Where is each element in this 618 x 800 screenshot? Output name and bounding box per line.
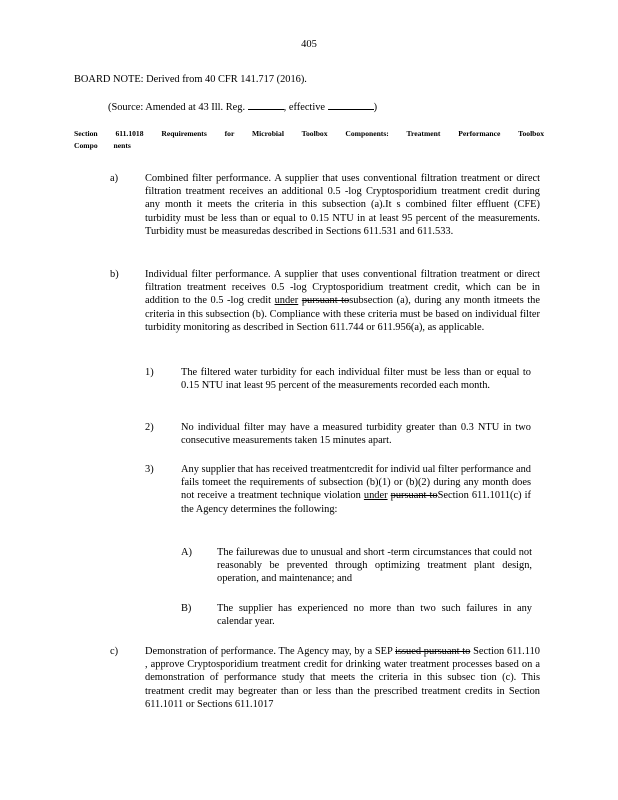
register-blank (248, 100, 284, 110)
subparagraph-label: A) (181, 547, 192, 558)
paragraph-label: 2) (145, 422, 154, 433)
text-run: Any supplier that has received treatmentcredit for individ ual filter performance and fails tomeet the requirements of subsection (b)(1) or (b)(2) during any month does not receive a treatment technique violation (181, 464, 531, 502)
paragraph-label: 1) (145, 367, 154, 378)
text-run: subsection (a), during any month itmeets the criteria in this subsection (b). Compliance with these criteria must be based on individual filter turbidity monitoring as described in Section 611.744 or 611.956(a), as applicable. (145, 295, 540, 333)
inserted-text: under (274, 295, 299, 307)
text-run: Demonstration of performance. The Agency may, by a SEP (145, 646, 396, 657)
page-number: 405 (301, 39, 317, 50)
paragraph-text: No individual filter may have a measured turbidity greater than 0.3 NTU in two consecutive measurements taken 15 minutes apart. (181, 422, 531, 447)
paragraph-label: 3) (145, 464, 154, 475)
effective-date-blank (328, 100, 374, 110)
source-suffix: ) (373, 102, 378, 113)
text-run: Section 611.1011(c) if the Agency determines the following: (181, 490, 531, 515)
section-heading: Section 611.1018 Requirements for Microbial Toolbox Components: Treatment Performance Toolbox Compo nents (74, 129, 544, 150)
deleted-text: pursuant to (390, 490, 438, 502)
subsection-label: a) (110, 173, 119, 184)
subsection-label: c) (110, 646, 119, 657)
board-note: BOARD NOTE: Derived from 40 CFR 141.717 (2016). (74, 74, 307, 85)
subsection-text (145, 645, 540, 711)
subparagraph-label: B) (181, 603, 192, 614)
subsection-label: b) (110, 269, 119, 280)
deleted-text: pursuant to (301, 295, 350, 307)
subparagraph-text: The supplier has experienced no more than two such failures in any calendar year. (217, 603, 532, 628)
subsection-text: Combined filter performance. A supplier that uses conventional filtration treatment or direct filtration treatment receives an additional 0.5 -log Cryptosporidium treatment credit during any month it meets the criteria in this subsection (a).It s combined filter effluent (CFE) turbidity must be less than or equal to 0.15 NTU in at least 95 percent of the measurements. Turbidity must be measuredas described in Sections 611.531 and 611.533. (145, 173, 540, 237)
paragraph-text (181, 463, 531, 516)
source-note (108, 100, 558, 114)
source-prefix: (Source: Amended at 43 Ill. Reg. (108, 102, 248, 113)
text-run: Section 611.110 , approve Cryptosporidium treatment credit for drinking water treatment processes based on a demonstration of performance study that meets the criteria in this subsec tion (c). This treatment credit may begreater than or less than the prescribed treatment credits in Section 611.1011 or Sections 611.1017 (145, 646, 540, 710)
text-run: Individual filter performance. A supplier that uses conventional filtration treatment or direct filtration treatment receives 0.5 -log Cryptosporidium treatment credit, which can be in addition to the 0.5 -log credit (145, 269, 540, 307)
deleted-text: issued pursuant to (395, 646, 471, 657)
inserted-text: under (363, 490, 388, 502)
subparagraph-text: The failurewas due to unusual and short -term circumstances that could not reasonably be prevented through optimizing treatment plant design, operation, and maintenance; and (217, 547, 532, 585)
subsection-text (145, 268, 540, 334)
source-middle: , effective (283, 102, 328, 113)
paragraph-text: The filtered water turbidity for each individual filter must be less than or equal to 0.15 NTU inat least 95 percent of the measurements recorded each month. (181, 367, 531, 392)
